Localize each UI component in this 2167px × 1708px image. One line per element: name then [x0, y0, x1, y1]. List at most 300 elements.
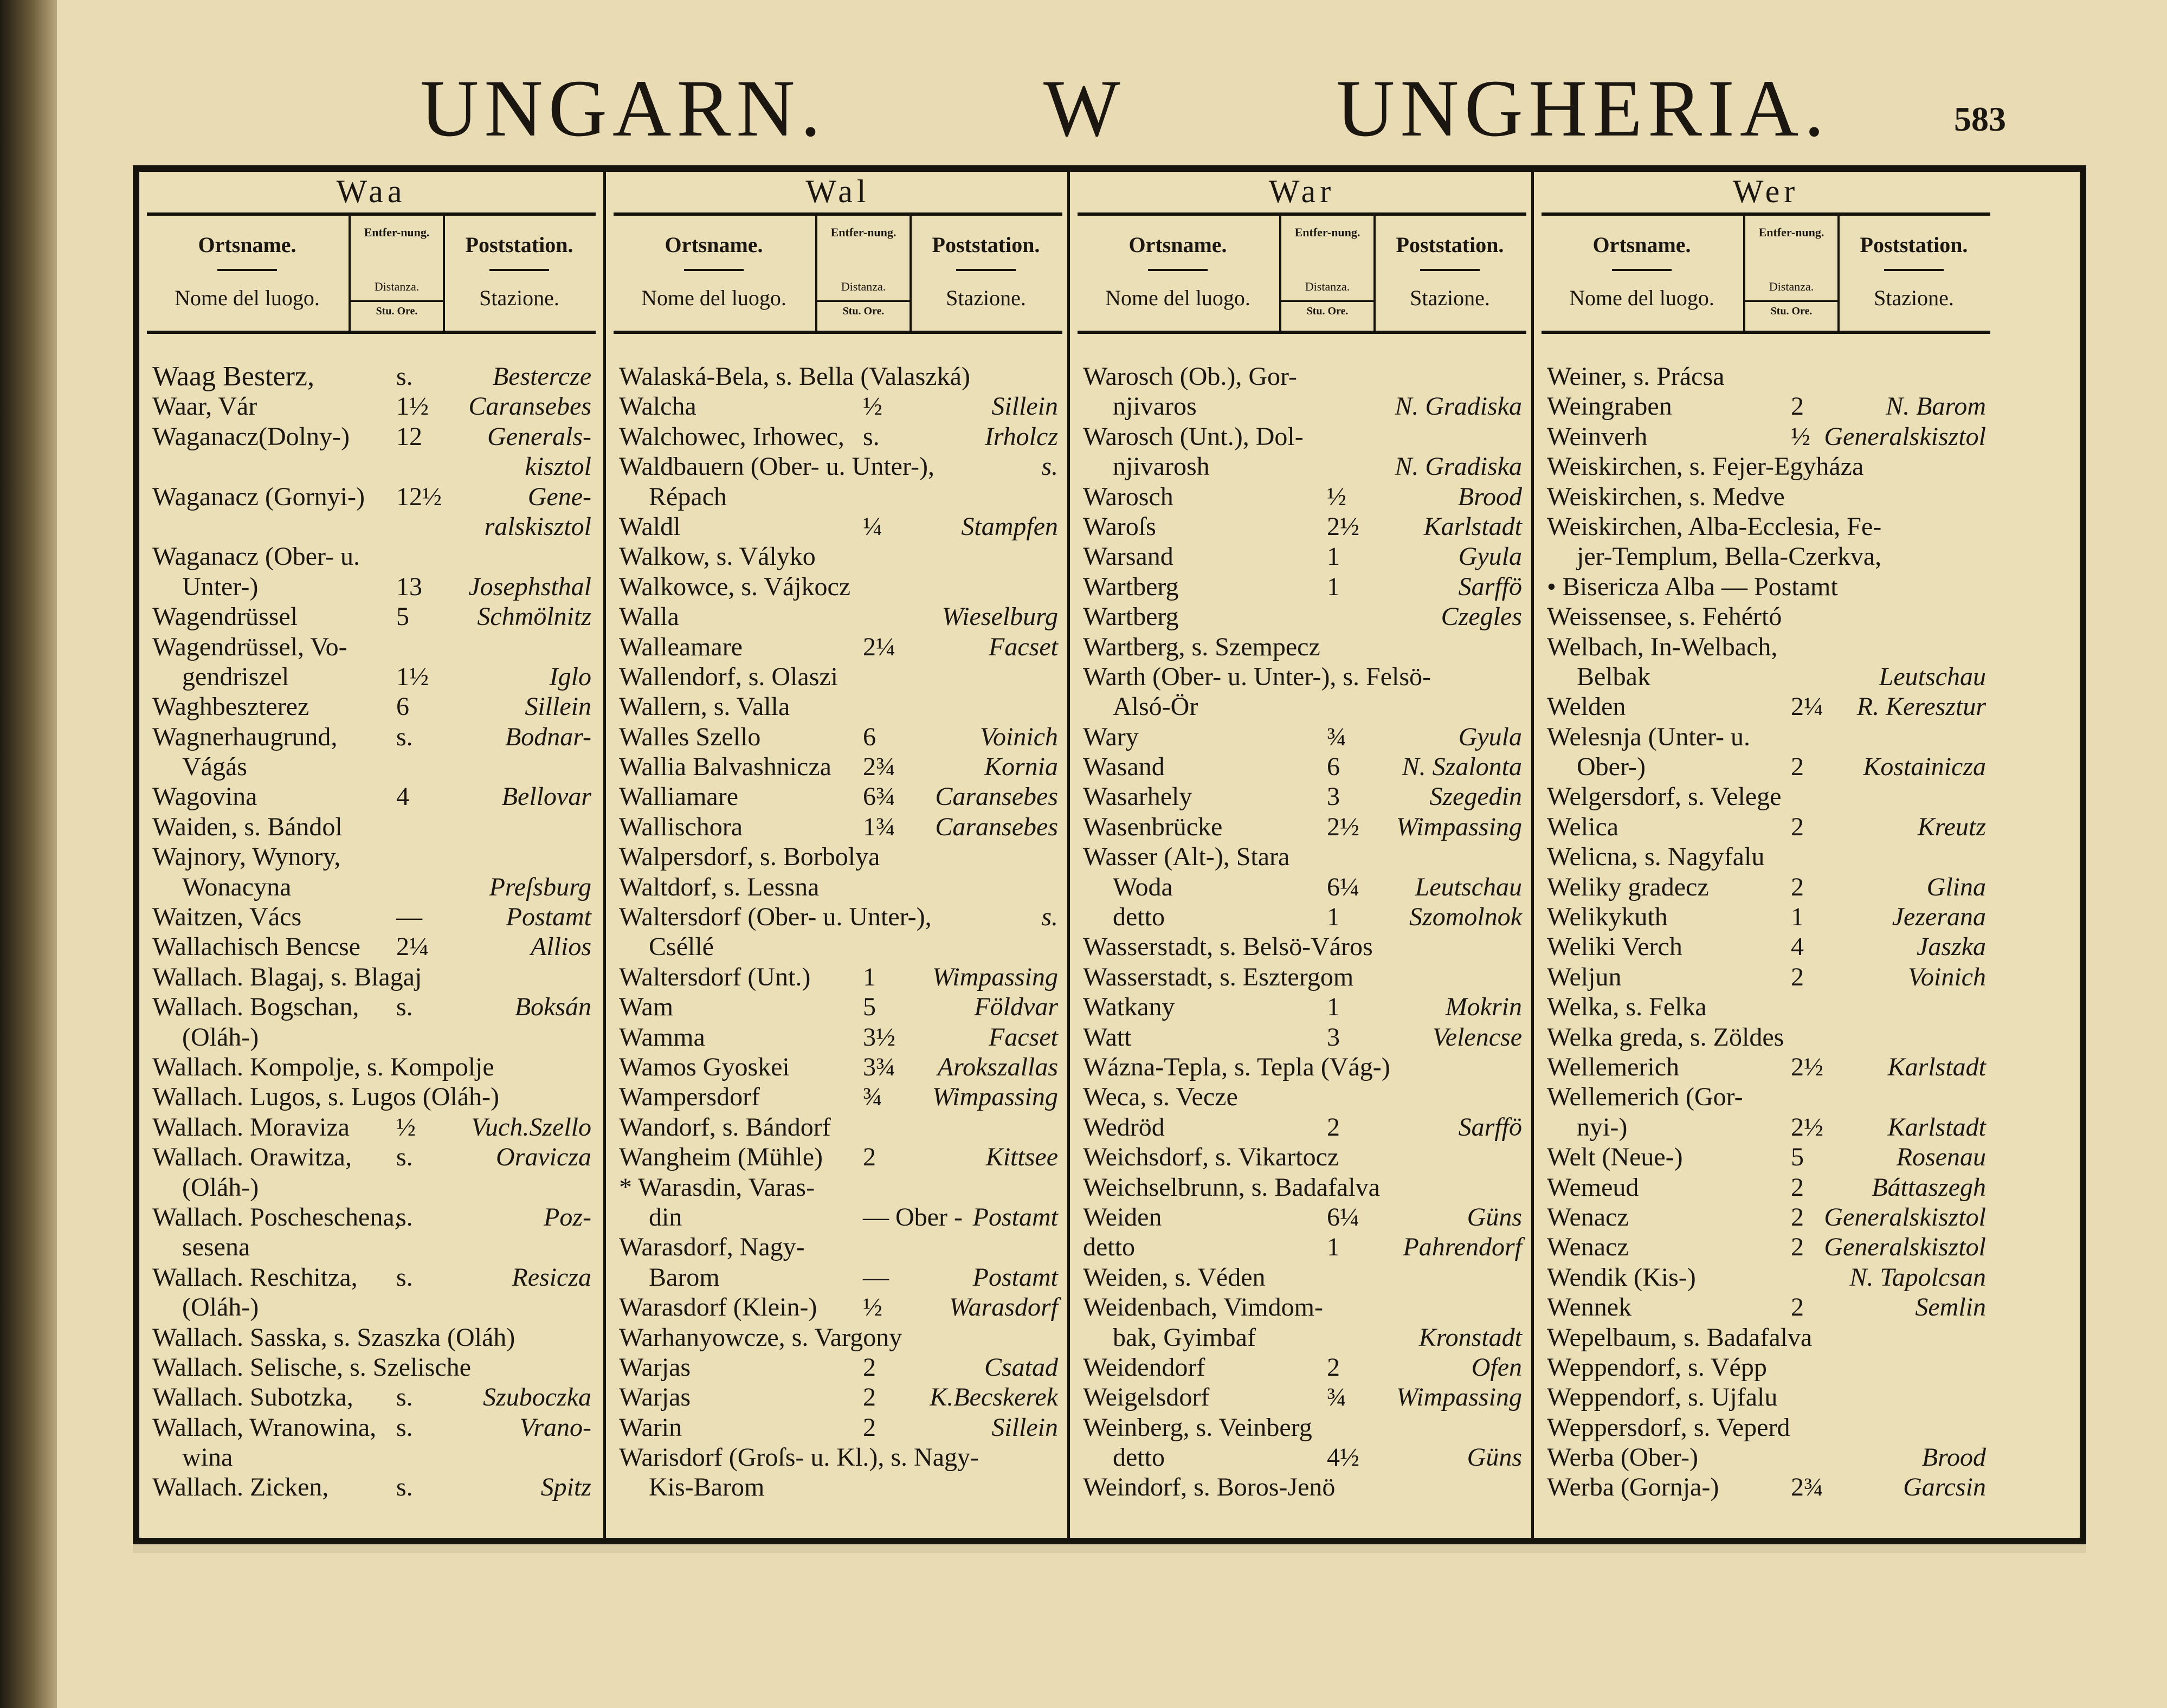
entry-place: Warin — [619, 1413, 682, 1442]
header-dist-units: Stu. Ore. — [351, 300, 443, 318]
entry-dist: — — [863, 1262, 889, 1292]
table-row — [1083, 782, 1525, 811]
entry-dist: ¼ — [863, 512, 882, 541]
entry-place: Waltersdorf (Ober- u. Unter-), — [619, 903, 932, 932]
table-row — [152, 752, 595, 782]
table-row — [1547, 812, 1989, 842]
entry-post: Vrano- — [519, 1413, 591, 1442]
entry-place: Weiden, s. Véden — [1083, 1262, 1266, 1292]
entry-post: Arokszallas — [937, 1052, 1058, 1081]
table-row — [1547, 992, 1989, 1022]
entry-place: detto — [1113, 903, 1165, 932]
entry-dist: 2¼ — [863, 632, 895, 661]
header-divider — [489, 269, 549, 271]
table-row — [1083, 422, 1525, 452]
entry-place: Werba (Ober-) — [1547, 1443, 1698, 1472]
entry-place: Wallach. Sasska, s. Szaszka (Oláh) — [152, 1323, 515, 1352]
header-dist-units: Stu. Ore. — [1281, 300, 1373, 318]
entry-dist: 2½ — [1791, 1112, 1823, 1142]
entry-post: Kittsee — [985, 1143, 1058, 1172]
header-post-station — [1373, 216, 1526, 331]
entry-dist: 2 — [1327, 1112, 1340, 1142]
table-row — [619, 542, 1061, 571]
entry-dist: 1 — [1327, 1233, 1340, 1262]
header-name-de: Ortsname. — [1128, 233, 1227, 257]
entry-post: Stampfen — [961, 512, 1058, 541]
entry-dist: ¾ — [863, 1082, 882, 1112]
table-row — [619, 1022, 1061, 1052]
entry-post: Allios — [530, 932, 591, 962]
table-row — [619, 1172, 1061, 1202]
entry-place: Weiskirchen, s. Medve — [1547, 482, 1785, 511]
entry-dist: 1½ — [396, 392, 429, 421]
table-row — [619, 512, 1061, 542]
entry-place: Wallach. Blagaj, s. Blagaj — [152, 962, 422, 991]
entry-place: Wallern, s. Valla — [619, 692, 790, 721]
entry-place: * Warasdin, Varas- — [619, 1172, 815, 1202]
table-row — [1547, 362, 1989, 391]
entry-dist: 4½ — [1327, 1443, 1359, 1472]
table-row — [619, 482, 1061, 512]
table-row — [619, 1323, 1061, 1352]
table-row — [1547, 422, 1989, 452]
entry-post: Mokrin — [1445, 992, 1522, 1022]
entry-post: Szomolnok — [1409, 903, 1522, 932]
entry-place: Wampersdorf — [619, 1082, 760, 1112]
table-row — [1547, 872, 1989, 902]
entry-post: Postamt — [972, 1262, 1058, 1292]
entry-place: Watkany — [1083, 992, 1175, 1022]
entry-post: K.Becskerek — [930, 1383, 1058, 1412]
entry-post: Güns — [1467, 1443, 1522, 1472]
entry-dist: s. — [396, 1143, 413, 1172]
table-row — [1083, 1202, 1525, 1232]
entry-dist: 1 — [863, 962, 876, 991]
table-row — [152, 452, 595, 481]
table-row — [619, 602, 1061, 631]
entry-post: N. Tapolcsan — [1849, 1262, 1986, 1292]
header-post-de: Poststation. — [465, 233, 573, 257]
entry-post: Voinich — [980, 722, 1058, 751]
entry-post: Poz- — [544, 1202, 591, 1232]
table-row — [1547, 1172, 1989, 1202]
entry-place: Warosch — [1083, 482, 1173, 511]
entry-post: Josephsthal — [468, 572, 591, 601]
entry-place: Alsó-Ör — [1113, 692, 1198, 721]
entry-dist: 2 — [1791, 1172, 1804, 1202]
entry-place: Kis-Barom — [649, 1473, 765, 1502]
table-row — [152, 422, 595, 452]
entry-post: Báttaszegh — [1872, 1172, 1986, 1202]
entry-post: N. Szalonta — [1402, 752, 1522, 782]
entry-dist: 4 — [396, 782, 409, 811]
entry-place: Waganacz (Ober- u. — [152, 542, 360, 571]
table-row — [1083, 1112, 1525, 1142]
entry-place: Waiden, s. Bándol — [152, 812, 343, 841]
table-row — [1083, 1323, 1525, 1352]
table-row — [619, 752, 1061, 782]
entry-post: Sillein — [991, 392, 1058, 421]
table-row — [1083, 752, 1525, 782]
table-row — [1547, 1232, 1989, 1262]
table-row — [152, 542, 595, 571]
entry-place: Waganacz (Gornyi-) — [152, 482, 365, 511]
entry-dist: ½ — [1327, 482, 1346, 511]
entry-place: Weppendorf, s. Vépp — [1547, 1352, 1767, 1382]
entry-place: Unter-) — [182, 572, 259, 601]
entry-dist: 2¼ — [396, 932, 429, 962]
entry-place: Wallach. Bogschan, — [152, 992, 359, 1022]
table-row — [1083, 902, 1525, 932]
entry-dist: 2 — [863, 1352, 876, 1382]
table-row — [152, 1112, 595, 1142]
header-distance — [1743, 216, 1840, 331]
entry-dist: 5 — [1791, 1143, 1804, 1172]
table-row — [1083, 932, 1525, 962]
entry-place: wina — [182, 1443, 233, 1472]
entry-dist: ¾ — [1327, 1383, 1346, 1412]
entry-dist: ¾ — [1327, 722, 1346, 751]
entry-dist: 3 — [1327, 782, 1340, 811]
entry-post: Csatad — [984, 1352, 1058, 1382]
entry-place: Woda — [1113, 872, 1173, 901]
header-dist-it: Distanza. — [1305, 280, 1350, 293]
entry-place: Waag Besterz, — [152, 362, 314, 392]
column-title: Waa — [336, 173, 407, 209]
entry-place: Wallendorf, s. Olaszi — [619, 662, 839, 691]
table-row — [152, 1082, 595, 1112]
entry-place: Waghbeszterez — [152, 692, 309, 721]
entry-place: Warth (Ober- u. Unter-), s. Felsö- — [1083, 662, 1431, 691]
header-divider — [1148, 269, 1208, 271]
entry-place: Wamma — [619, 1022, 705, 1052]
entry-dist: — Ober - — [863, 1202, 963, 1232]
column-header — [1078, 212, 1526, 334]
table-row — [1547, 1262, 1989, 1292]
entry-place: Walliamare — [619, 782, 739, 811]
entry-dist: ½ — [863, 1293, 882, 1322]
table-row — [1547, 962, 1989, 992]
entry-place: Wangheim (Mühle) — [619, 1143, 823, 1172]
entry-place: Welicna, s. Nagyfalu — [1547, 842, 1765, 872]
table-row — [1547, 902, 1989, 932]
header-dist-it: Distanza. — [841, 280, 886, 293]
table-row — [619, 1352, 1061, 1382]
entry-post: Brood — [1457, 482, 1522, 511]
entry-place: Weingraben — [1547, 392, 1672, 421]
table-row — [152, 632, 595, 662]
book-page — [57, 0, 2167, 1708]
table-row — [152, 1442, 595, 1472]
entry-place: Weliky gradecz — [1547, 872, 1709, 901]
table-row — [1083, 812, 1525, 842]
table-row — [619, 1262, 1061, 1292]
entry-dist: 2 — [1791, 962, 1804, 991]
entry-place: Wallach. Reschitza, — [152, 1262, 358, 1292]
table-row — [619, 932, 1061, 962]
table-row — [1083, 391, 1525, 421]
entry-place: Welica — [1547, 812, 1619, 841]
entry-place: Welka, s. Felka — [1547, 992, 1707, 1022]
entry-place: Wagendrüssel, Vo- — [152, 632, 347, 661]
table-row — [1083, 1472, 1525, 1502]
table-row — [619, 902, 1061, 932]
entry-place: Watt — [1083, 1022, 1132, 1052]
entry-place: Waar, Vár — [152, 392, 257, 421]
header-divider — [684, 269, 744, 271]
table-row — [152, 1022, 595, 1052]
header-divider — [217, 269, 277, 271]
entry-post: Kostainicza — [1863, 752, 1986, 782]
table-row — [152, 1232, 595, 1262]
entry-post: Generalskisztol — [1824, 1233, 1986, 1262]
entry-dist: 1½ — [396, 662, 429, 691]
entry-dist: 1 — [1327, 992, 1340, 1022]
entry-place: Welbach, In-Welbach, — [1547, 632, 1778, 661]
table-row — [152, 1352, 595, 1382]
header-dist-de: Entfer-nung. — [364, 225, 430, 239]
entry-place: Waganacz(Dolny-) — [152, 422, 350, 451]
entry-place: Wallachisch Bencse — [152, 932, 360, 962]
entry-place: gendriszel — [182, 662, 289, 691]
table-row — [619, 962, 1061, 992]
entry-post: Velencse — [1432, 1022, 1522, 1052]
header-dist-units: Stu. Ore. — [817, 300, 910, 318]
entry-place: Weiner, s. Prácsa — [1547, 362, 1725, 391]
table-row — [1083, 872, 1525, 902]
entry-place: Wallach, Wranowina, — [152, 1413, 377, 1442]
table-row — [619, 391, 1061, 421]
entry-post: Generalskisztol — [1824, 422, 1986, 451]
entry-post: Sillein — [991, 1413, 1058, 1442]
entry-place: Wenacz — [1547, 1233, 1629, 1262]
entry-place: Wemeud — [1547, 1172, 1639, 1202]
entry-place: Warasdorf (Klein-) — [619, 1293, 817, 1322]
table-row — [619, 1052, 1061, 1082]
entry-post: s. — [1041, 903, 1058, 932]
entry-post: Garcsin — [1903, 1473, 1986, 1502]
table-row — [1547, 1382, 1989, 1412]
entry-post: Sarffö — [1458, 572, 1522, 601]
header-dist-it: Distanza. — [374, 280, 420, 293]
entry-post: Kronstadt — [1418, 1323, 1522, 1352]
table-row — [619, 812, 1061, 842]
header-dist-it: Distanza. — [1769, 280, 1814, 293]
table-row — [152, 602, 595, 631]
entry-place: Wallach. Orawitza, — [152, 1143, 352, 1172]
entry-place: Wallach. Poscheschena, — [152, 1202, 401, 1232]
table-row — [152, 482, 595, 512]
entry-place: Vágás — [182, 752, 247, 782]
entry-place: Waldbauern (Ober- u. Unter-), — [619, 452, 934, 481]
entry-post: Caransebes — [468, 392, 591, 421]
entry-place: Weissensee, s. Fehértó — [1547, 602, 1782, 631]
entry-post: Generals- — [487, 422, 591, 451]
table-row — [1083, 1142, 1525, 1172]
table-row — [1547, 1413, 1989, 1442]
entry-place: Wandorf, s. Bándorf — [619, 1112, 831, 1142]
header-post-de: Poststation. — [932, 233, 1040, 257]
entry-place: Wepelbaum, s. Badafalva — [1547, 1323, 1813, 1352]
entry-post: Leutschau — [1415, 872, 1522, 901]
entry-dist: 6 — [863, 722, 876, 751]
header-divider — [1612, 269, 1672, 271]
entry-post: Szegedin — [1429, 782, 1522, 811]
entry-place: Walpersdorf, s. Borbolya — [619, 842, 880, 872]
entry-post: ralskisztol — [484, 512, 591, 541]
table-row — [1083, 482, 1525, 512]
entry-place: detto — [1113, 1443, 1165, 1472]
entry-place: nyi-) — [1577, 1112, 1628, 1142]
table-row — [152, 692, 595, 721]
entry-place: Wam — [619, 992, 674, 1022]
header-post-station — [443, 216, 596, 331]
header-divider — [1884, 269, 1944, 271]
entry-post: Güns — [1467, 1202, 1522, 1232]
table-row — [619, 422, 1061, 452]
entry-dist: 6 — [1327, 752, 1340, 782]
table-row — [1547, 512, 1989, 542]
entry-post: Wieselburg — [941, 602, 1058, 631]
header-distance — [1279, 216, 1376, 331]
header-post-station — [1837, 216, 1990, 331]
entry-post: N. Gradiska — [1395, 392, 1522, 421]
entry-post: Glina — [1926, 872, 1986, 901]
entry-dist: 2 — [863, 1143, 876, 1172]
entry-post: N. Barom — [1886, 392, 1986, 421]
entry-dist: 2¾ — [863, 752, 895, 782]
entry-dist: 2 — [1791, 1233, 1804, 1262]
table-row — [1083, 1022, 1525, 1052]
table-row — [1083, 1052, 1525, 1082]
entry-dist: 2 — [1791, 872, 1804, 901]
column-title: Wal — [805, 173, 870, 209]
table-row — [152, 391, 595, 421]
table-column-war — [1067, 172, 1534, 1538]
entry-post: Caransebes — [935, 782, 1058, 811]
entry-place: Wenacz — [1547, 1202, 1629, 1232]
header-dist-units: Stu. Ore. — [1745, 300, 1837, 318]
entry-place: Wallach. Moraviza — [152, 1112, 350, 1142]
entry-place: Wallach. Subotzka, — [152, 1383, 353, 1412]
entry-dist: 13 — [396, 572, 422, 601]
entry-place: Wellemerich (Gor- — [1547, 1082, 1743, 1112]
table-row — [1083, 572, 1525, 602]
table-row — [1083, 1232, 1525, 1262]
entry-dist: 2½ — [1791, 1052, 1823, 1081]
entry-place: Weinverh — [1547, 422, 1648, 451]
entry-place: Wamos Gyoskei — [619, 1052, 790, 1081]
entry-post: Facset — [989, 632, 1058, 661]
entry-post: Jezerana — [1892, 903, 1986, 932]
table-row — [152, 962, 595, 992]
entry-post: Sarffö — [1458, 1112, 1522, 1142]
table-row — [1547, 452, 1989, 481]
entry-post: Bestercze — [492, 362, 591, 391]
entry-place: (Oláh-) — [182, 1172, 259, 1202]
entry-dist: ½ — [863, 392, 882, 421]
table-row — [619, 722, 1061, 752]
table-row — [1083, 662, 1525, 692]
entry-dist: s. — [863, 422, 880, 451]
table-row — [619, 1472, 1061, 1502]
entry-place: Wendik (Kis-) — [1547, 1262, 1696, 1292]
table-row — [152, 1323, 595, 1352]
table-row — [619, 842, 1061, 872]
table-row — [1083, 692, 1525, 721]
header-distance — [349, 216, 445, 331]
table-row — [1083, 1082, 1525, 1112]
header-name-de: Ortsname. — [1592, 233, 1691, 257]
entry-dist: 12 — [396, 422, 422, 451]
entry-place: Walles Szello — [619, 722, 761, 751]
entry-place: Welden — [1547, 692, 1626, 721]
entry-post: Postamt — [506, 903, 591, 932]
entry-post: Boksán — [514, 992, 591, 1022]
header-name-de: Ortsname. — [665, 233, 763, 257]
entry-list — [152, 362, 595, 1503]
entry-post: Leutschau — [1879, 662, 1986, 691]
table-row — [1547, 932, 1989, 962]
table-row — [1547, 632, 1989, 662]
entry-place: Werba (Gornja-) — [1547, 1473, 1719, 1502]
entry-post: Czegles — [1441, 602, 1522, 631]
entry-post: Warasdorf — [949, 1293, 1058, 1322]
entry-dist: s. — [396, 1413, 413, 1442]
entry-place: Wallischora — [619, 812, 743, 841]
table-row — [152, 812, 595, 842]
header-dist-de: Entfer-nung. — [1758, 225, 1824, 239]
entry-place: Walla — [619, 602, 679, 631]
table-row — [1083, 1352, 1525, 1382]
table-row — [1547, 782, 1989, 811]
entry-place: Walchowec, Irhowec, — [619, 422, 844, 451]
entry-place: Wasand — [1083, 752, 1165, 782]
entry-dist: 2 — [1327, 1352, 1340, 1382]
entry-dist: s. — [396, 722, 413, 751]
entry-list — [1547, 362, 1989, 1503]
table-column-wal — [603, 172, 1070, 1538]
entry-place: Wasserstadt, s. Esztergom — [1083, 962, 1354, 991]
entry-place: Weljun — [1547, 962, 1622, 991]
table-row — [152, 722, 595, 752]
entry-dist: 1 — [1327, 542, 1340, 571]
table-row — [1547, 482, 1989, 512]
entry-post: Irholcz — [984, 422, 1058, 451]
table-row — [152, 362, 595, 391]
entry-place: Wonacyna — [182, 872, 292, 901]
table-row — [1083, 992, 1525, 1022]
entry-post: Brood — [1921, 1443, 1986, 1472]
table-row — [1083, 1382, 1525, 1412]
table-row — [619, 632, 1061, 662]
table-row — [1547, 1052, 1989, 1082]
table-row — [1547, 1202, 1989, 1232]
entry-place: Waitzen, Vács — [152, 903, 302, 932]
entry-place: Warjas — [619, 1352, 691, 1382]
entry-place: Waltersdorf (Unt.) — [619, 962, 811, 991]
entry-dist: 6¾ — [863, 782, 895, 811]
entry-post: Spitz — [540, 1473, 591, 1502]
entry-post: Caransebes — [935, 812, 1058, 841]
page-header — [57, 65, 2167, 152]
table-row — [152, 842, 595, 872]
entry-place: Waldl — [619, 512, 681, 541]
entry-dist: 2 — [863, 1413, 876, 1442]
entry-dist: 6 — [396, 692, 409, 721]
entry-place: Walcha — [619, 392, 696, 421]
table-row — [619, 1442, 1061, 1472]
